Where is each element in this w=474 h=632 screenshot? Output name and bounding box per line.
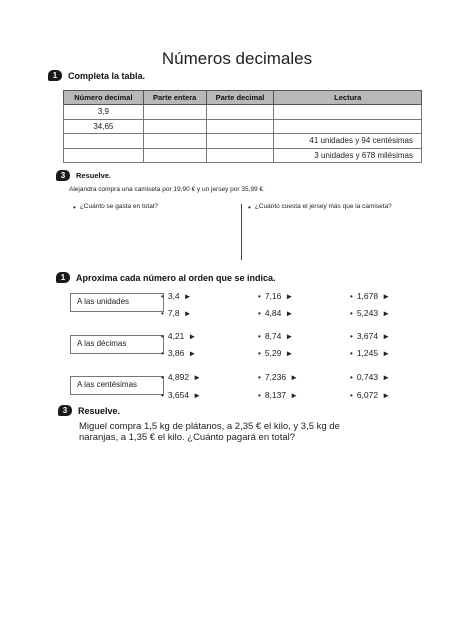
bullet-icon: • [258,348,261,358]
bullet-icon: • [350,308,353,318]
rounding-item: • 3,4 ► [161,291,192,301]
table-cell[interactable] [64,134,144,149]
table-cell[interactable] [274,105,422,120]
arrow-right-icon: ► [183,308,192,318]
bullet-icon: • [161,291,164,301]
table-cell[interactable] [64,148,144,163]
table-cell[interactable]: 3,9 [64,105,144,120]
rounding-item: • 7,8 ► [161,308,192,318]
bullet-icon: • [258,308,261,318]
section-heading: Resuelve. [78,405,121,416]
rounding-label: A las décimas [70,335,164,354]
arrow-right-icon: ► [382,390,391,400]
question-right [248,203,392,212]
bullet-icon: • [161,390,164,400]
column-divider [241,204,242,260]
question-text: ¿Cuánto se gasta en total? [79,203,158,210]
rounding-item: • 1,245 ► [350,348,391,358]
arrow-right-icon: ► [290,390,299,400]
arrow-right-icon: ► [285,291,294,301]
section-heading: Resuelve. [76,171,112,180]
arrow-right-icon: ► [382,291,391,301]
rounding-item: • 5,29 ► [258,348,294,358]
table-header-row [64,91,422,105]
bullet-icon: • [258,331,261,341]
section-number-badge: 1 [56,272,70,283]
arrow-right-icon: ► [183,291,192,301]
rounding-item: • 4,21 ► [161,331,197,341]
bullet-icon: • [161,348,164,358]
table-cell[interactable] [143,134,206,149]
section-2-header [56,170,111,181]
table-cell[interactable] [143,119,206,134]
bullet-icon: • [258,291,261,301]
bullet-icon: • [248,203,251,212]
bullet-icon: • [258,390,261,400]
table-cell[interactable] [206,105,274,120]
rounding-item: • 4,84 ► [258,308,294,318]
page-title: Números decimales [161,49,313,68]
arrow-right-icon: ► [285,348,294,358]
rounding-item: • 6,072 ► [350,390,391,400]
bullet-icon: • [258,372,261,382]
arrow-right-icon: ► [188,331,197,341]
bullet-icon: • [161,372,164,382]
rounding-item: • 7,16 ► [258,291,294,301]
arrow-right-icon: ► [285,308,294,318]
arrow-right-icon: ► [188,348,197,358]
arrow-right-icon: ► [290,372,299,382]
rounding-item: • 3,674 ► [350,331,391,341]
bullet-icon: • [73,203,76,212]
table-row [64,134,422,149]
rounding-item: • 4,892 ► [161,372,202,382]
section-1-header [48,70,145,81]
table-cell[interactable] [206,134,274,149]
rounding-item: • 3,654 ► [161,390,202,400]
arrow-right-icon: ► [382,348,391,358]
rounding-item: • 1,678 ► [350,291,391,301]
problem-text: Miguel compra 1,5 kg de plátanos, a 2,35 € el kilo, y 3,5 kg de naranjas, a 1,35 € el kilo. ¿Cuánto pagará en total? [79,421,340,443]
section-number-badge: 1 [48,70,62,81]
section-4-header [58,405,120,416]
table-cell[interactable] [206,119,274,134]
bullet-icon: • [161,331,164,341]
column-header: Parte decimal [206,91,274,105]
bullet-icon: • [161,308,164,318]
arrow-right-icon: ► [382,331,391,341]
table-cell[interactable]: 41 unidades y 94 centésimas [274,134,422,149]
section-number-badge: 3 [56,170,70,181]
rounding-label: A las unidades [70,293,164,312]
column-header: Parte entera [143,91,206,105]
rounding-item: • 7,236 ► [258,372,299,382]
rounding-label: A las centésimas [70,376,164,395]
table-cell[interactable] [143,148,206,163]
bullet-icon: • [350,348,353,358]
arrow-right-icon: ► [193,372,202,382]
section-3-header [56,272,276,283]
table-cell[interactable]: 3 unidades y 678 milésimas [274,148,422,163]
table-row [64,119,422,134]
bullet-icon: • [350,390,353,400]
arrow-right-icon: ► [382,372,391,382]
question-left [73,203,158,212]
rounding-item: • 5,243 ► [350,308,391,318]
decimal-table [63,90,422,163]
table-row [64,148,422,163]
bullet-icon: • [350,331,353,341]
table-cell[interactable]: 34,65 [64,119,144,134]
rounding-item: • 8,74 ► [258,331,294,341]
rounding-item: • 8,137 ► [258,390,299,400]
rounding-item: • 3,86 ► [161,348,197,358]
column-header: Número decimal [64,91,144,105]
bullet-icon: • [350,291,353,301]
question-text: ¿Cuánto cuesta el jersey más que la camiseta? [254,203,392,210]
rounding-item: • 0,743 ► [350,372,391,382]
problem-text: Alejandra compra una camiseta por 19,90 € y un jersey por 35,99 €. [69,186,265,193]
section-heading: Aproxima cada número al orden que se indica. [76,272,276,283]
bullet-icon: • [350,372,353,382]
arrow-right-icon: ► [193,390,202,400]
section-heading: Completa la tabla. [68,70,146,81]
column-header: Lectura [274,91,422,105]
table-cell[interactable] [274,119,422,134]
table-cell[interactable] [143,105,206,120]
arrow-right-icon: ► [382,308,391,318]
table-row [64,105,422,120]
table-cell[interactable] [206,148,274,163]
arrow-right-icon: ► [285,331,294,341]
section-number-badge: 3 [58,405,72,416]
